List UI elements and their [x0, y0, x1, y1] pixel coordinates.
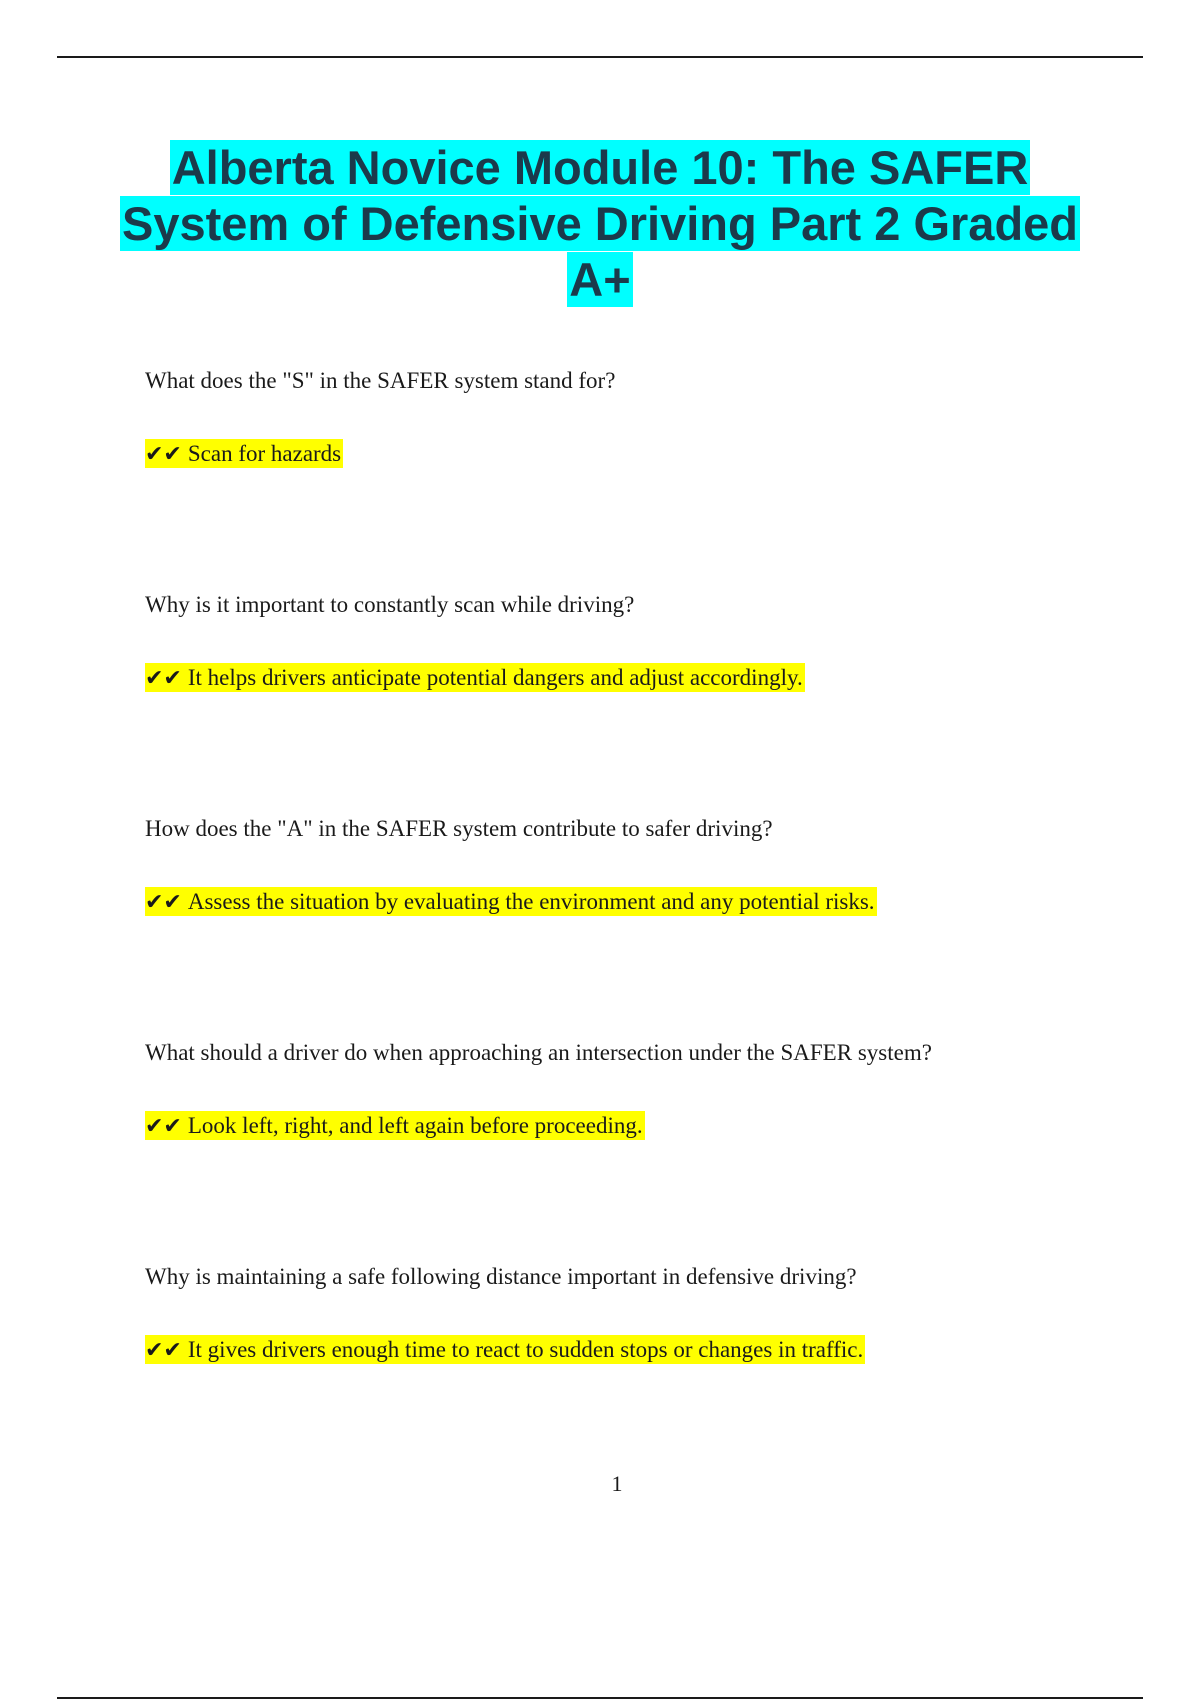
- answer: [145, 663, 1105, 694]
- page-number: 1: [611, 1471, 623, 1496]
- answer-text: Scan for hazards: [187, 441, 342, 466]
- double-check-icon: ✔✔: [145, 666, 182, 691]
- answer-highlight: [145, 887, 877, 916]
- qa-item: [145, 1262, 1105, 1366]
- answer-text: Look left, right, and left again before proceeding.: [187, 1113, 643, 1138]
- answer: [145, 439, 1105, 470]
- qa-item: [145, 590, 1105, 694]
- answer: [145, 1111, 1105, 1142]
- question-text: What should a driver do when approaching an intersection under the SAFER system?: [145, 1040, 932, 1065]
- answer-highlight: [145, 663, 805, 692]
- qa-item: [145, 814, 1105, 918]
- bottom-rule: [57, 1697, 1143, 1699]
- double-check-icon: ✔✔: [145, 1114, 182, 1139]
- top-rule: [57, 56, 1143, 58]
- answer: [145, 1335, 1105, 1366]
- double-check-icon: ✔✔: [145, 890, 182, 915]
- question-text: How does the "A" in the SAFER system contribute to safer driving?: [145, 816, 773, 841]
- answer-highlight: [145, 1111, 645, 1140]
- double-check-icon: ✔✔: [145, 1338, 182, 1363]
- answer-highlight: [145, 439, 343, 468]
- answer-highlight: [145, 1335, 865, 1364]
- qa-item: [145, 1038, 1105, 1142]
- question-text: What does the "S" in the SAFER system stand for?: [145, 368, 616, 393]
- answer-text: It gives drivers enough time to react to sudden stops or changes in traffic.: [187, 1337, 864, 1362]
- question-text: Why is it important to constantly scan while driving?: [145, 592, 635, 617]
- title-text: Alberta Novice Module 10: The SAFER System of Defensive Driving Part 2 Graded A+: [122, 141, 1078, 306]
- document-title: [100, 140, 1100, 308]
- answer-text: It helps drivers anticipate potential dangers and adjust accordingly.: [187, 665, 803, 690]
- answer: [145, 887, 1105, 918]
- question-text: Why is maintaining a safe following distance important in defensive driving?: [145, 1264, 857, 1289]
- qa-item: [145, 366, 1105, 470]
- double-check-icon: ✔✔: [145, 442, 182, 467]
- answer-text: Assess the situation by evaluating the environment and any potential risks.: [187, 889, 875, 914]
